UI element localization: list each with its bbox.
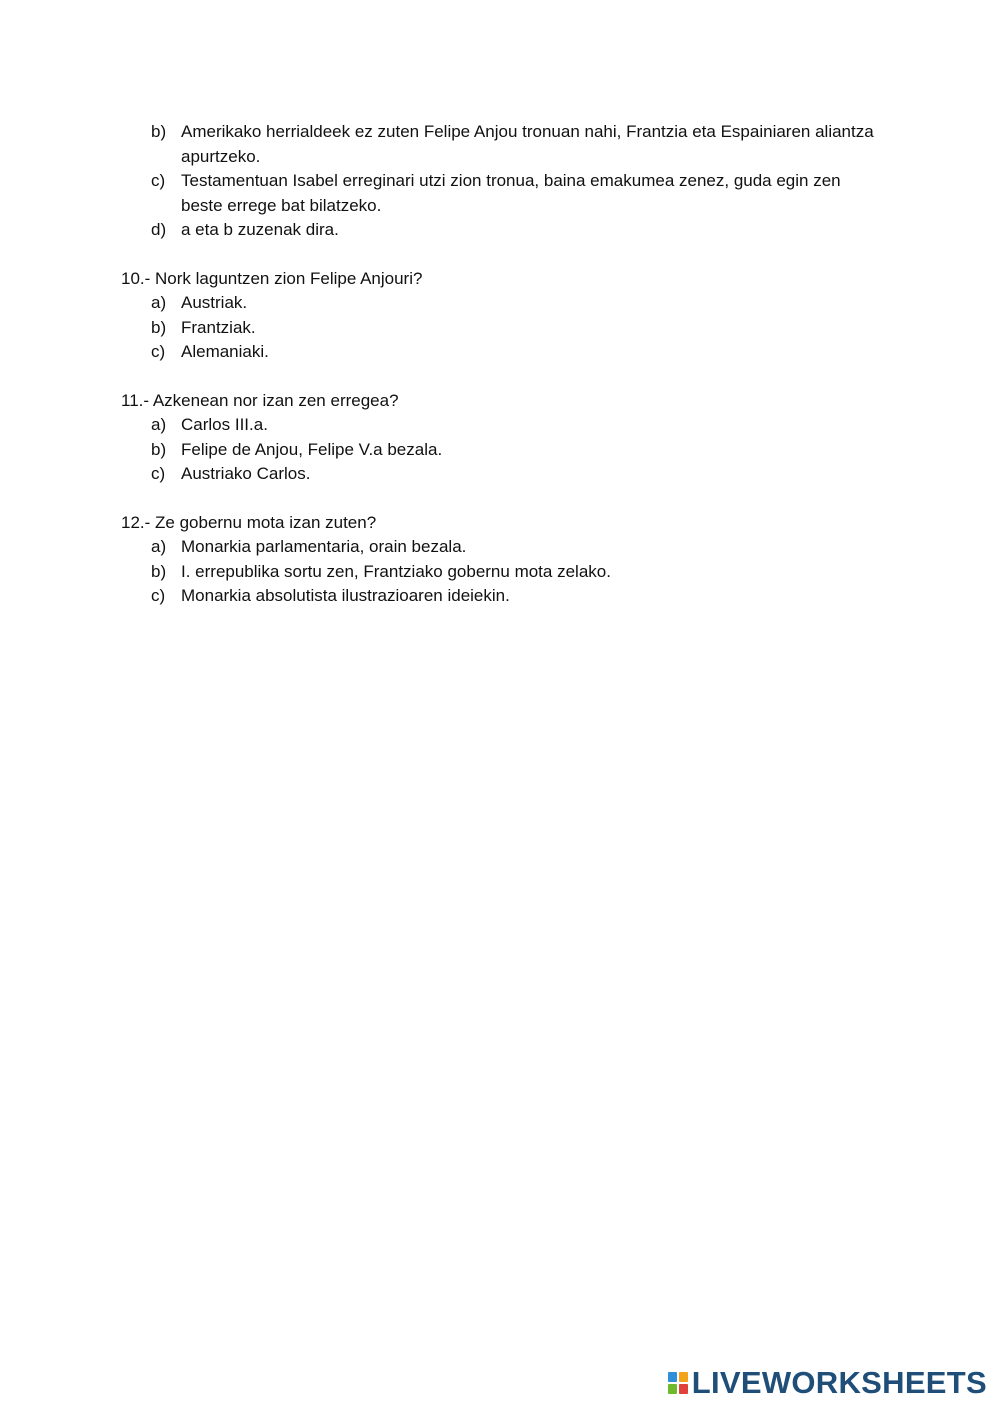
option-letter: d) [151,220,167,239]
answer-option[interactable] [121,120,881,169]
option-text: Alemaniaki. [181,342,269,361]
option-text: Monarkia parlamentaria, orain bezala. [181,537,467,556]
answer-options [121,413,881,487]
logo-text: LIVEWORKSHEETS [691,1365,987,1400]
option-text: Felipe de Anjou, Felipe V.a bezala. [181,439,443,459]
question-12 [121,511,881,609]
answer-options [121,120,881,243]
option-text: Austriako Carlos. [181,464,311,483]
liveworksheets-logo [668,1367,987,1398]
option-letter: a) [151,293,167,312]
option-letter: c) [151,464,166,483]
question-list [121,120,881,609]
question-title: 12.- Ze gobernu mota izan zuten? [121,512,377,532]
option-letter: b) [151,561,167,581]
option-letter: b) [151,317,167,337]
answer-option[interactable] [121,462,881,487]
option-text: Frantziak. [181,317,256,337]
option-letter: c) [151,586,166,605]
question-title: 11.- Azkenean nor izan zen erregea? [121,390,399,410]
question-10 [121,267,881,365]
answer-option[interactable] [121,535,881,560]
answer-option[interactable] [121,413,881,438]
option-text: Carlos III.a. [181,415,268,434]
option-letter: c) [151,171,166,190]
question-9-continued [121,120,881,243]
option-text: Monarkia absolutista ilustrazioaren ideiekin. [181,586,510,605]
option-letter: a) [151,537,167,556]
option-text: Testamentuan Isabel erreginari utzi zion tronua, baina emakumea zenez, guda egin zen beste errege bat bilatzeko. [181,171,841,215]
answer-option[interactable] [121,340,881,365]
answer-option[interactable] [121,291,881,316]
option-letter: c) [151,342,166,361]
answer-option[interactable] [121,584,881,609]
answer-option[interactable] [121,560,881,585]
question-11 [121,389,881,487]
option-text: I. errepublika sortu zen, Frantziako gobernu mota zelako. [181,561,611,581]
question-title: 10.- Nork laguntzen zion Felipe Anjouri? [121,268,423,288]
answer-option[interactable] [121,438,881,463]
answer-option[interactable] [121,218,881,243]
answer-option[interactable] [121,169,881,218]
option-letter: b) [151,439,167,459]
option-letter: a) [151,415,167,434]
liveworksheets-logo-icon [668,1372,688,1394]
option-text: Austriak. [181,293,248,312]
option-text: Amerikako herrialdeek ez zuten Felipe Anjou tronuan nahi, Frantzia eta Espainiaren aliantza apurtzeko. [181,122,874,166]
option-text: a eta b zuzenak dira. [181,220,339,239]
answer-options [121,535,881,609]
answer-option[interactable] [121,316,881,341]
answer-options [121,291,881,365]
option-letter: b) [151,122,167,141]
